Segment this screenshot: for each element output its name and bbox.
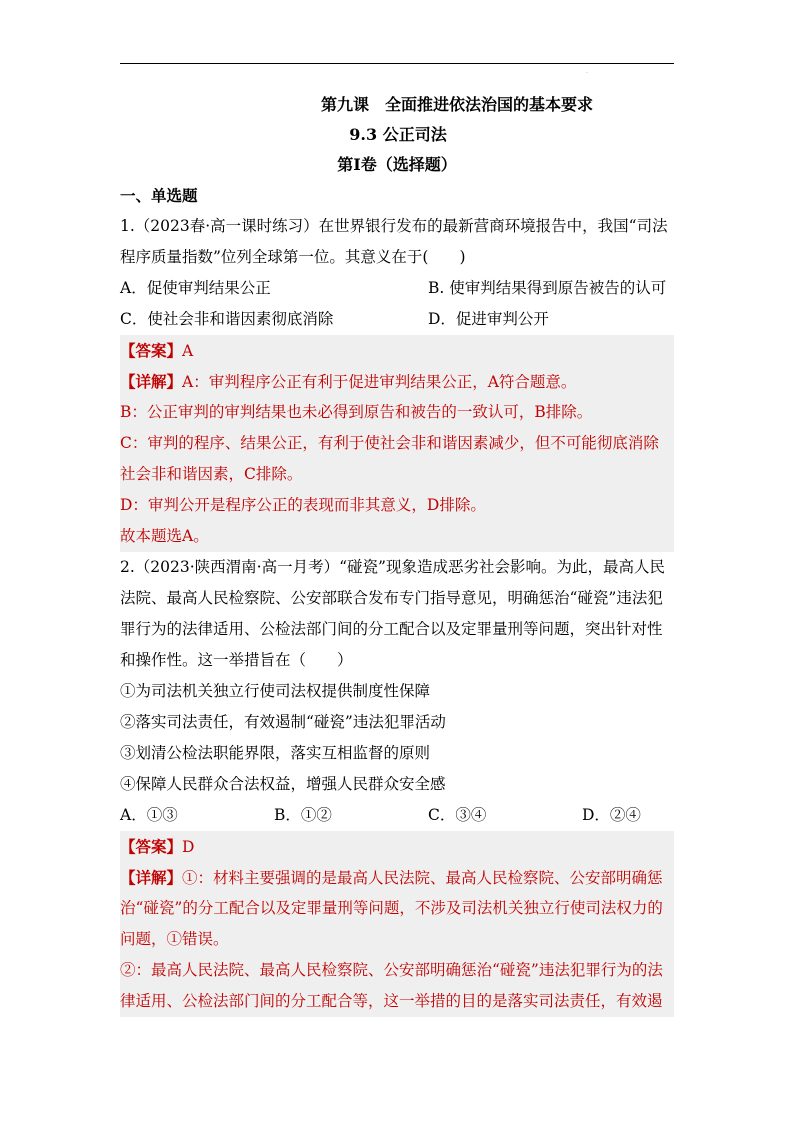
section-heading: 一、单选题: [120, 186, 198, 205]
option-c: C．③④: [428, 806, 487, 824]
statement-item: ③划清公检法职能界限，落实互相监督的原则: [120, 744, 431, 762]
detail-line: 社会非和谐因素，C排除。: [120, 465, 303, 483]
detail-text: ①：材料主要强调的是最高人民法院、最高人民检察院、公安部明确惩: [182, 869, 663, 887]
question-stem-line: 罪行为的法律适用、公检法部门间的分工配合以及定罪量刑等问题，突出针对性: [120, 620, 663, 638]
answer-tag: 【答案】: [120, 837, 183, 856]
question-1: [120, 211, 674, 552]
statement-item: ①为司法机关独立行使司法权提供制度性保障: [120, 682, 431, 700]
detail-line: D：审判公开是程序公正的表现而非其意义，D排除。: [120, 496, 486, 514]
option-c: C．使社会非和谐因素彻底消除: [120, 310, 334, 328]
volume-title: 第Ⅰ卷（选择题）: [337, 155, 457, 174]
option-d: D．促进审判公开: [428, 310, 549, 328]
answer-block: [120, 831, 674, 1017]
option-b: B. 使审判结果得到原告被告的认可: [428, 279, 667, 297]
detail-tag: 【详解】: [120, 372, 183, 391]
section-title: 9.3 公正司法: [349, 125, 447, 144]
header-rule: [120, 63, 674, 64]
detail-line: ②：最高人民法院、最高人民检察院、公安部明确惩治“碰瓷”违法犯罪行为的法: [120, 961, 663, 979]
detail-line: B：公正审判的审判结果也未必得到原告和被告的一致认可，B排除。: [120, 403, 593, 421]
question-stem-line: 2.（2023·陕西渭南·高一月考）“碰瓷”现象造成恶劣社会影响。为此，最高人民: [120, 558, 665, 576]
detail-line: 律适用、公检法部门间的分工配合等，这一举措的目的是落实司法责任，有效遏: [120, 992, 663, 1010]
answer-tag: 【答案】: [120, 341, 183, 360]
question-stem-line: 和操作性。这一举措旨在（ ）: [120, 651, 353, 669]
answer-value: D: [182, 838, 195, 856]
detail-line: C：审判的程序、结果公正，有利于使社会非和谐因素减少，但不可能彻底消除: [120, 434, 659, 452]
option-d: D．②④: [582, 806, 641, 824]
document-content: [120, 90, 674, 1017]
answer-block: [120, 335, 674, 552]
detail-line: 治“碰瓷”的分工配合以及定罪量刑等问题，不涉及司法机关独立行使司法权力的: [120, 899, 663, 917]
option-b: B．①②: [274, 806, 332, 824]
detail-text: A：审判程序公正有利于促进审判结果公正，A符合题意。: [182, 373, 577, 391]
detail-line: [120, 366, 674, 397]
question-stem-line: 1.（2023春·高一课时练习）在世界银行发布的最新营商环境报告中，我国“司法: [120, 217, 668, 235]
options-row: [120, 273, 674, 304]
question-2: [120, 552, 674, 1017]
answer-value: A: [182, 342, 194, 360]
detail-line: 故本题选A。: [120, 527, 209, 545]
detail-tag: 【详解】: [120, 868, 183, 887]
detail-line: 问题，①错误。: [120, 930, 229, 948]
option-a: A．促使审判结果公正: [120, 279, 271, 297]
statement-item: ④保障人民群众合法权益，增强人民群众安全感: [120, 775, 446, 793]
answer-line: [120, 335, 674, 366]
header-dot: ·: [586, 70, 588, 77]
options-row: [120, 304, 674, 335]
detail-line: [120, 862, 674, 893]
lesson-title: 第九课 全面推进依法治国的基本要求: [320, 95, 593, 114]
options-row: [120, 800, 674, 831]
statement-item: ②落实司法责任，有效遏制“碰瓷”违法犯罪活动: [120, 713, 446, 731]
option-a: A．①③: [120, 806, 178, 824]
question-stem-line: 法院、最高人民检察院、公安部联合发布专门指导意见，明确惩治“碰瓷”违法犯: [120, 589, 663, 607]
question-stem-line: 程序质量指数”位列全球第一位。其意义在于( ): [120, 248, 466, 266]
answer-line: [120, 831, 674, 862]
